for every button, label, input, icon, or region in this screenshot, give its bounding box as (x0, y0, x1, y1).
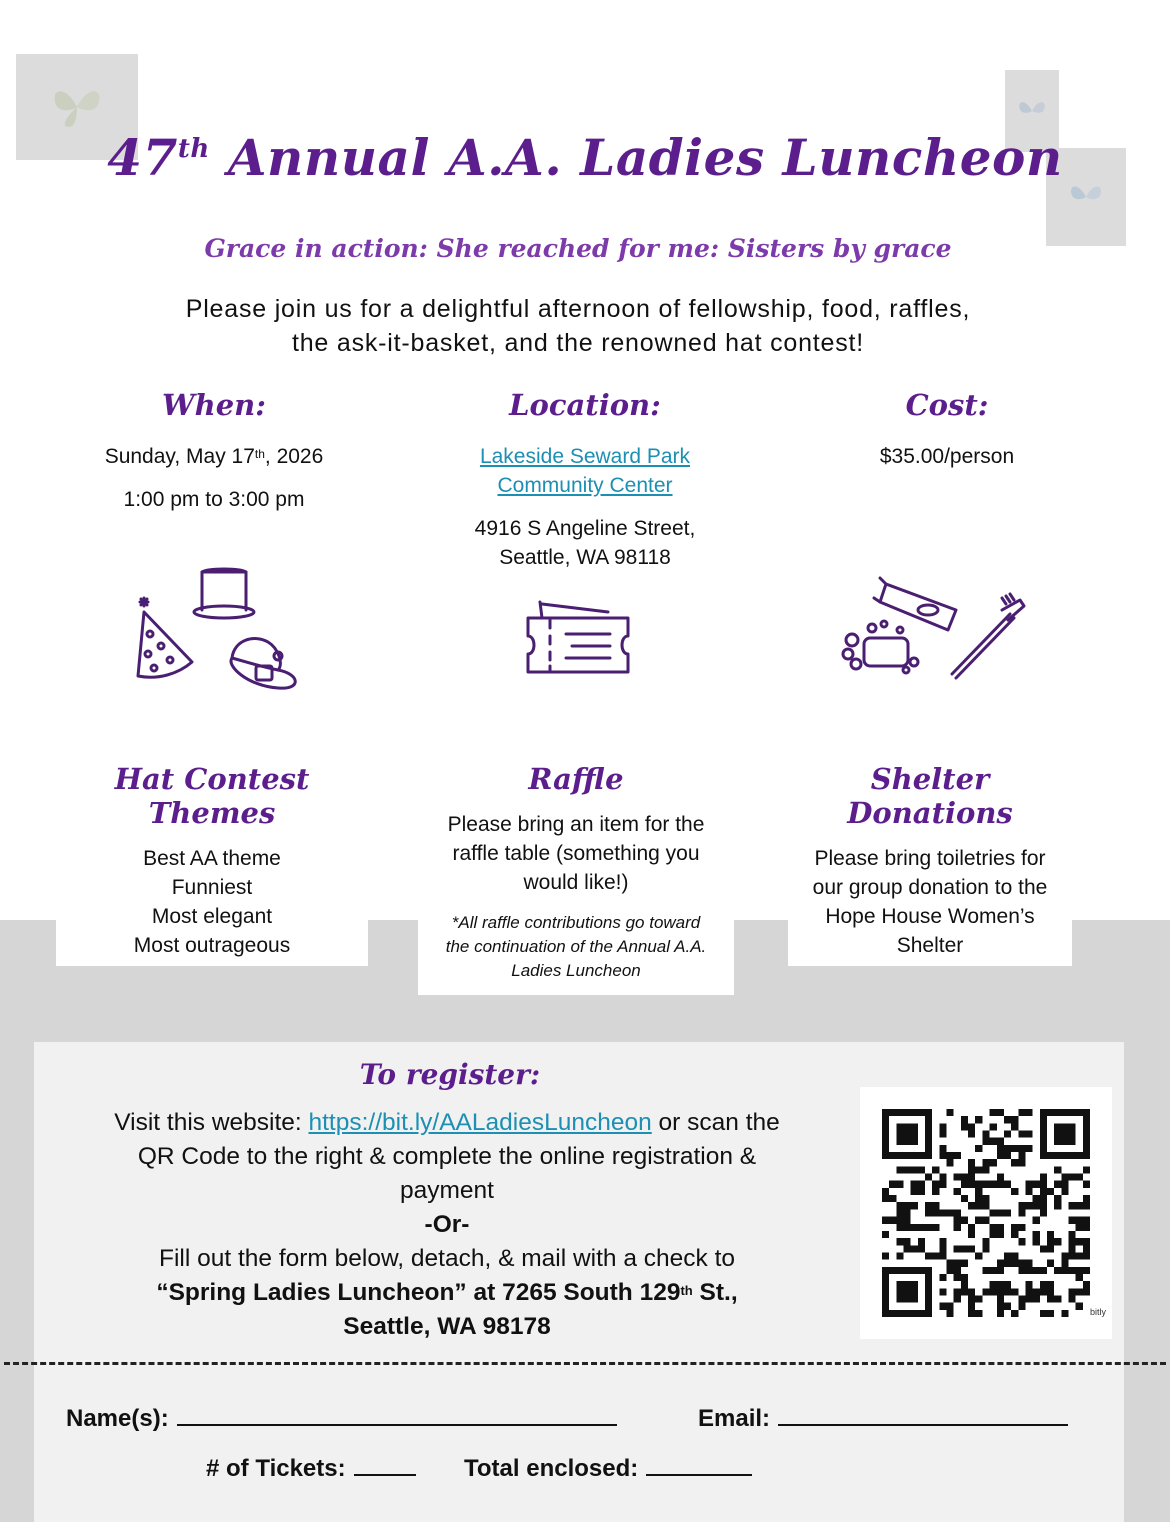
shelter-heading: Shelter Donations (847, 762, 1013, 830)
price: $35.00/person (879, 445, 1015, 468)
venue-address: 4916 S Angeline Street, Seattle, WA 98118 (474, 517, 696, 569)
when-heading: When: (162, 388, 266, 422)
total-label: Total enclosed: (464, 1455, 639, 1482)
names-field[interactable] (66, 1402, 617, 1433)
butterfly-icon (1015, 96, 1049, 126)
email-label: Email: (698, 1405, 771, 1432)
shelter-section (788, 762, 1072, 966)
hat-theme-item: Funniest (171, 876, 253, 899)
email-field[interactable] (698, 1402, 1068, 1433)
total-field[interactable] (464, 1452, 752, 1483)
page-title: 47th Annual A.A. Ladies Luncheon (107, 128, 1063, 187)
event-time: 1:00 pm to 3:00 pm (123, 488, 305, 511)
party-hats-icon (128, 562, 308, 694)
butterfly-icon (47, 82, 107, 132)
qr-code[interactable] (860, 1087, 1112, 1339)
cost-section (800, 388, 1094, 471)
hat-contest-section (56, 762, 368, 966)
names-blank[interactable] (177, 1402, 617, 1426)
bitly-label: bitly (1089, 1307, 1106, 1317)
raffle-section (418, 762, 734, 995)
tickets-label: # of Tickets: (206, 1455, 346, 1482)
raffle-text: Please bring an item for the raffle table (something you would like!) (447, 813, 705, 894)
tickets-field[interactable] (206, 1452, 416, 1483)
hat-theme-item: Most outrageous (133, 934, 291, 957)
total-blank[interactable] (646, 1452, 752, 1476)
hat-theme-item: Best AA theme (143, 847, 281, 870)
register-instructions: Visit this website: https://bit.ly/AALadiesLuncheon or scan the QR Code to the right & complete the online registration & payment -Or- Fill out the form below, detach, & mail with a check to “Spring Ladies Luncheon” at 7265 South 129th St., Seattle, WA 98178 (114, 1109, 780, 1340)
event-date: Sunday, May 17th, 2026 (104, 445, 324, 468)
ticket-icon (522, 598, 634, 678)
qr-code-graphic (882, 1109, 1090, 1317)
names-label: Name(s): (66, 1405, 169, 1432)
intro-text: Please join us for a delightful afternoon of fellowship, food, raffles, the ask-it-basket, and the renowned hat contest! (185, 295, 971, 357)
page-subtitle: Grace in action: She reached for me: Sisters by grace (204, 234, 952, 263)
email-blank[interactable] (778, 1402, 1068, 1426)
registration-link[interactable]: https://bit.ly/AALadiesLuncheon (308, 1109, 652, 1136)
when-section (64, 388, 364, 514)
toiletries-icon (838, 574, 1028, 684)
register-heading: To register: (359, 1058, 541, 1091)
raffle-heading: Raffle (528, 762, 624, 796)
hat-contest-heading: Hat Contest Themes (114, 762, 310, 830)
tickets-blank[interactable] (354, 1452, 416, 1476)
hat-theme-item: Most elegant (151, 905, 273, 928)
shelter-text: Please bring toiletries for our group donation to the Hope House Women’s Shelter (812, 847, 1048, 957)
venue-link[interactable]: Lakeside Seward Park Community Center (479, 445, 691, 497)
raffle-note: *All raffle contributions go toward the continuation of the Annual A.A. Ladies Luncheon (445, 913, 707, 980)
cost-heading: Cost: (905, 388, 989, 422)
detach-line (4, 1362, 1166, 1365)
location-section (420, 388, 750, 572)
mailing-address: “Spring Ladies Luncheon” at 7265 South 129th St., (156, 1279, 738, 1306)
location-heading: Location: (509, 388, 661, 422)
